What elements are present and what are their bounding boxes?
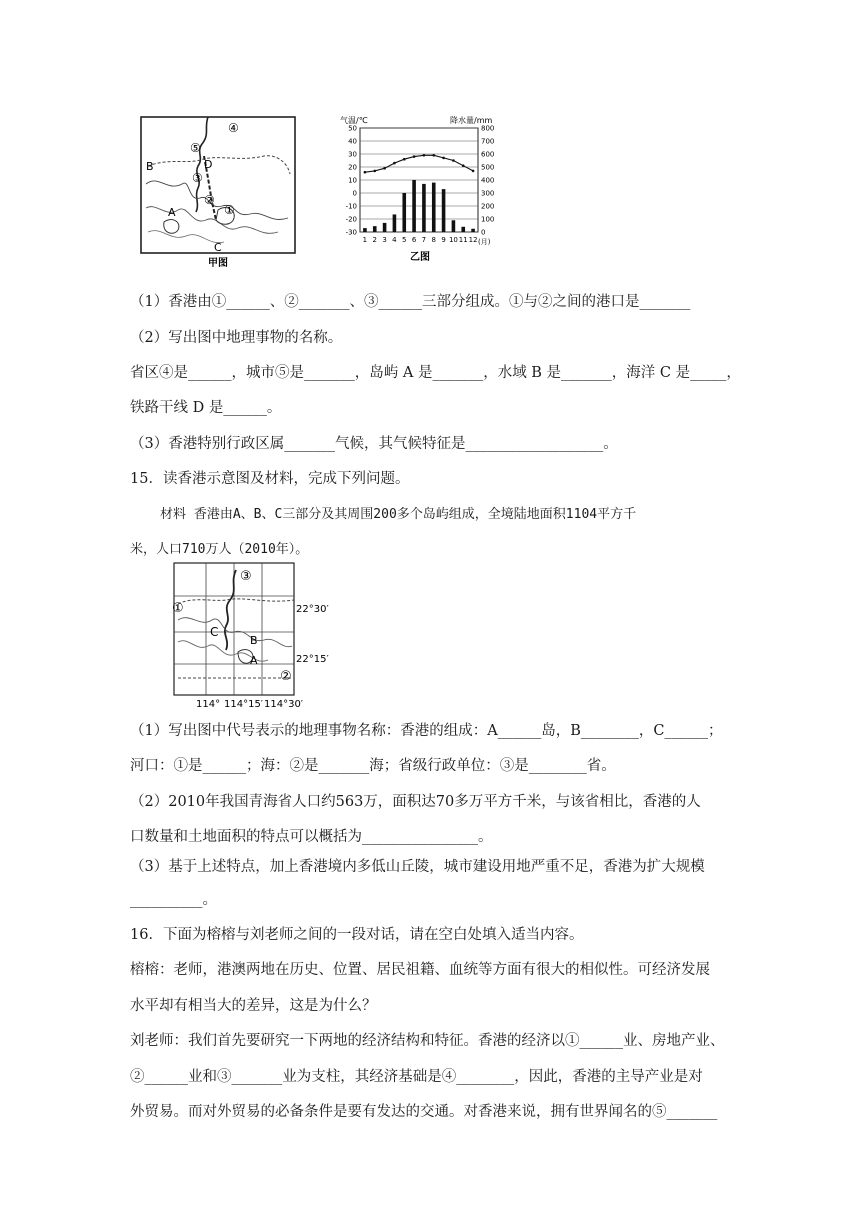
chart-left-axis-label: 气温/℃ xyxy=(340,116,368,125)
q16-rongrong-2: 水平却有相当大的差异，这是为什么？ xyxy=(130,998,377,1014)
chart-precip-bar xyxy=(402,193,406,232)
q15-part1-cont: 河口：①是______；海：②是_______海；省级行政单位：③是________省。 xyxy=(130,758,616,774)
q16-teacher-2: ②______业和③_______业为支柱，其经济基础是④________，因此，香港的主导产业是对 xyxy=(130,1069,703,1085)
map-jia-label-2: ② xyxy=(204,193,215,207)
chart-precip-bar xyxy=(452,220,456,232)
q16-rongrong-1: 榕榕：老师，港澳两地在历史、位置、居民祖籍、血统等方面有很大的相似性。可经济发展 xyxy=(130,962,710,978)
map-15-lat-2: 22°15′ xyxy=(296,654,329,665)
map-jia-label-D: D xyxy=(204,158,213,171)
q14-part3: （3）香港特别行政区属_______气候，其气候特征是___________________。 xyxy=(130,436,618,452)
q15-material-2: 米，人口710万人（2010年）。 xyxy=(130,542,309,557)
q16-teacher-1: 刘老师：我们首先要研究一下两地的经济结构和特征。香港的经济以①______业、房地产业、 xyxy=(130,1033,725,1049)
chart-month-tick: 7 xyxy=(421,236,427,244)
chart-left-tick: 30 xyxy=(348,150,357,159)
chart-right-tick: 0 xyxy=(481,228,486,237)
chart-right-tick: 300 xyxy=(481,189,495,198)
q15-part1: （1）写出图中代号表示的地理事物名称：香港的组成：A______岛，B________，C______； xyxy=(130,723,723,739)
climate-chart-yi xyxy=(338,114,508,264)
map-jia-caption: 甲图 xyxy=(208,258,228,269)
map-15-label-A: A xyxy=(250,654,258,667)
q14-part2-blanks: 省区④是______，城市⑤是_______，岛屿 A 是_______，水域 B 是_______，海洋 C 是_____， xyxy=(130,365,741,381)
map-15-lon-1: 114° xyxy=(196,699,221,710)
q14-part1: （1）香港由①______、②_______、③______三部分组成。①与②之间的港口是_______ xyxy=(130,294,691,310)
chart-left-tick: 10 xyxy=(348,176,357,185)
chart-month-tick: 8 xyxy=(431,236,436,244)
chart-right-tick: 200 xyxy=(481,202,495,211)
chart-month-tick: 12 xyxy=(468,236,478,244)
chart-left-tick: -20 xyxy=(345,215,357,224)
map-jia-label-5: ⑤ xyxy=(190,141,201,155)
chart-right-tick: 100 xyxy=(481,215,495,224)
chart-left-tick: -10 xyxy=(345,202,357,211)
chart-precip-bar xyxy=(393,214,397,232)
chart-left-tick: 20 xyxy=(348,163,357,172)
chart-precip-bar xyxy=(432,183,436,232)
map-15-label-B: B xyxy=(250,634,258,647)
map-jia-label-A: A xyxy=(168,206,176,219)
chart-month-tick: 2 xyxy=(372,236,377,244)
map-15-lat-1: 22°30′ xyxy=(296,604,329,615)
chart-left-tick: 50 xyxy=(348,124,357,133)
map-15-lon-3: 114°30′ xyxy=(264,699,304,710)
q15-part2-cont: 口数量和土地面积的特点可以概括为________________。 xyxy=(130,829,493,845)
map-jia-label-3: ③ xyxy=(192,171,203,185)
chart-right-tick: 700 xyxy=(481,137,495,146)
map-15-label-1: ① xyxy=(172,601,184,616)
map-15-lon-2: 114°15′ xyxy=(224,699,264,710)
map-jia xyxy=(138,114,302,272)
map-jia-label-C: C xyxy=(214,241,222,254)
chart-caption: 乙图 xyxy=(410,252,430,263)
chart-precip-bar xyxy=(412,180,416,232)
chart-right-tick: 800 xyxy=(481,124,495,133)
map-15-label-3: ③ xyxy=(240,569,252,584)
chart-temp-line xyxy=(365,155,473,172)
map-jia-label-4: ④ xyxy=(228,121,239,135)
chart-right-tick: 500 xyxy=(481,163,495,172)
chart-precip-bar xyxy=(442,189,446,232)
chart-month-tick: 5 xyxy=(402,236,407,244)
q15-title: 15．读香港示意图及材料，完成下列问题。 xyxy=(130,471,410,487)
chart-precip-bar xyxy=(471,229,475,232)
chart-month-tick: 3 xyxy=(382,236,387,244)
chart-left-tick: -30 xyxy=(345,228,357,237)
chart-precip-bar xyxy=(383,223,387,232)
q15-part3-blank: __________。 xyxy=(130,892,217,908)
chart-month-tick: 1 xyxy=(362,236,368,244)
chart-month-tick: 6 xyxy=(411,236,417,244)
q15-part2: （2）2010年我国青海省人口约563万，面积达70多万平方千米，与该省相比，香港的人 xyxy=(130,794,701,810)
chart-left-tick: 0 xyxy=(352,189,357,198)
map-15-label-C: C xyxy=(210,625,219,639)
chart-right-axis-label: 降水量/mm xyxy=(450,116,493,125)
q15-material-1: 材料 香港由A、B、C三部分及其周围200多个岛屿组成，全境陆地面积1104平方千 xyxy=(160,507,637,522)
map-15-hongkong xyxy=(164,560,364,710)
map-jia-frame xyxy=(141,117,295,253)
chart-month-tick: 10 xyxy=(448,236,458,244)
q16-teacher-3: 外贸易。而对外贸易的必备条件是要有发达的交通。对香港来说，拥有世界闻名的⑤_______ xyxy=(130,1104,718,1120)
chart-precip-bar xyxy=(461,227,465,232)
chart-right-tick: 400 xyxy=(481,176,495,185)
map-15-label-2: ② xyxy=(280,669,292,684)
chart-precip-bar xyxy=(422,184,426,232)
q14-part2: （2）写出图中地理事物的名称。 xyxy=(130,330,343,346)
chart-month-tick: 11 xyxy=(458,236,468,244)
chart-precip-bar xyxy=(363,228,367,232)
chart-month-tick: 9 xyxy=(441,236,446,244)
q16-title: 16．下面为榕榕与刘老师之间的一段对话，请在空白处填入适当内容。 xyxy=(130,927,584,943)
chart-right-tick: 600 xyxy=(481,150,495,159)
map-jia-label-1: ① xyxy=(224,203,235,217)
q15-part3: （3）基于上述特点，加上香港境内多低山丘陵，城市建设用地严重不足，香港为扩大规模 xyxy=(130,859,705,875)
chart-precip-bar xyxy=(373,226,377,232)
map-jia-label-B: B xyxy=(146,160,154,173)
chart-month-unit: (月) xyxy=(478,238,491,246)
q14-part2-railway: 铁路干线 D 是______。 xyxy=(130,400,282,416)
chart-month-tick: 4 xyxy=(392,236,397,244)
chart-left-tick: 40 xyxy=(348,137,357,146)
